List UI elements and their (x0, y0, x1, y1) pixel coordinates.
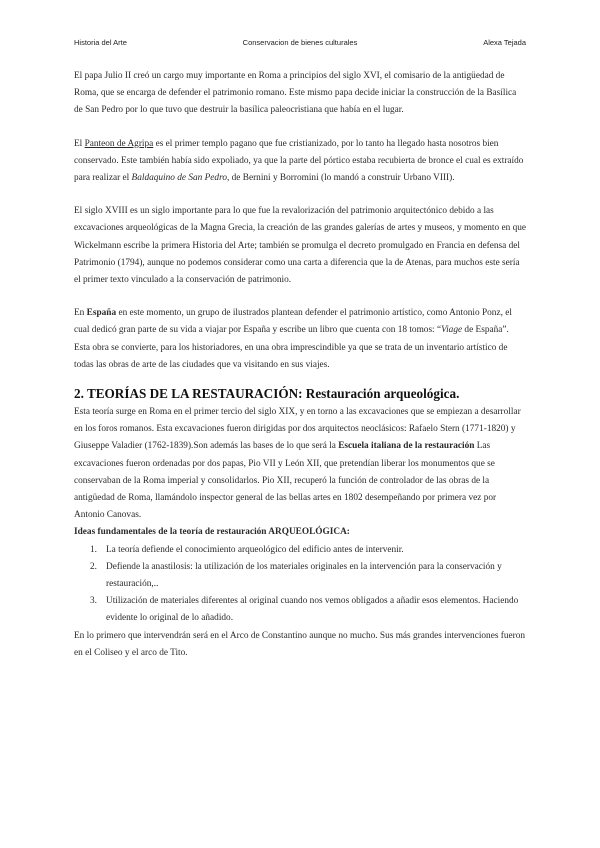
espana-bold: España (86, 308, 117, 319)
paragraph-panteon: El Panteon de Agripa es el primer templo pagano que fue cristianizado, por lo tanto ha llegado hasta nosotros bien conservado. Este también había sido expoliado, ya que la parte del pórtico estaba recubierta de bronce el cual es extraído para realizar el Baldaquino de San Pedro, de Bernini y Borromini (lo mandó a construir Urbano VIII). (74, 138, 524, 184)
document-body (74, 68, 526, 662)
paragraph-final: En lo primero que intervendrán será en el Arco de Constantino aunque no mucho. Sus más grandes intervenciones fueron en el Coliseo y el arco de Tito. (74, 630, 526, 658)
ideas-title: Ideas fundamentales de la teoría de restauración ARQUEOLÓGICA: (74, 527, 350, 538)
paragraph-espana: En España en este momento, un grupo de ilustrados plantean defender el patrimonio artístico, como Antonio Ponz, el cual dedicó gran parte de su vida a viajar por España y escribe un libro que cuenta con 18 tomos: “Viage de España”. Esta obra se convierte, para los historiadores, en una obra imprescindible ya que se trata de un inventario artístico de todas las obras de arte de las ciudades que va visitando en sus viajes. (74, 308, 512, 370)
baldaquino-title: Baldaquino de San Pedro (131, 173, 227, 184)
section-heading: 2. TEORÍAS DE LA RESTAURACIÓN: Restauración arqueológica. (74, 386, 460, 402)
paragraph-siglo-xviii: El siglo XVIII es un siglo importante para lo que fue la revalorización del patrimonio arquitectónico debido a las excavaciones arqueológicas de la Magna Grecia, la creación de las grandes galerías de artes y museos, y momento en que Wickelmann escribe la primera Historia del Arte; también se promulga el decreto promulgado en Francia en defensa del Patrimonio (1794), aunque no podemos considerar como una carta a diferencia que la de Atenas, para muchos este sería el primer texto vinculado a la conservación de patrimonio. (74, 206, 527, 286)
header-subject: Conservacion de bienes culturales (242, 38, 358, 47)
paragraph-teoria: Esta teoría surge en Roma en el primer tercio del siglo XIX, y en torno a las excavaciones que se empiezan a desarrollar en los foros romanos. Esta excavaciones fueron dirigidas por dos arquitectos neoclásicos: Rafaelo Stern (1771-1820) y Giuseppe Valadier (1762-1839).Son además las bases de lo que será la Escuela italiana de la restauración Las excavaciones fueron ordenadas por dos papas, Pio VII y León XII, que pretendían liberar los monumentos que se conservaban de la Roma imperial y consolidarlos. Pio XII, recuperó la función de controlador de las obras de la antigüedad de Roma, llamándolo inspector general de las bellas artes en 1802 desempeñando por primera vez por Antonio Canovas. (74, 407, 521, 521)
paragraph-julio-ii: El papa Julio II creó un cargo muy importante en Roma a principios del siglo XVI, el comisario de la antigüedad de Roma, que se encarga de defender el patrimonio romano. Este mismo papa decide iniciar la construcción de la Basílica de San Pedro por lo que tuvo que destruir la basílica paleocristiana que había en el lugar. (74, 71, 517, 116)
page-header (74, 38, 526, 52)
viage-title: Viage (441, 325, 463, 336)
escuela-italiana-bold: Escuela italiana de la restauración (338, 441, 475, 452)
header-course: Historia del Arte (74, 38, 127, 47)
panteon-link[interactable]: Panteon de Agripa (84, 138, 154, 149)
header-author: Alexa Tejada (483, 38, 526, 47)
list-item: 1. La teoría defiende el conocimiento arqueológico del edificio antes de intervenir. (90, 544, 404, 555)
list-item: 3. Utilización de materiales diferentes al original cuando nos vemos obligados a añadir esos elementos. Haciendo evidente lo original de lo añadido. (90, 596, 519, 624)
list-item: 2. Defiende la anastilosis: la utilización de los materiales originales en la intervención para la conservación y restauración,.. (90, 561, 502, 590)
ideas-list (74, 542, 526, 628)
